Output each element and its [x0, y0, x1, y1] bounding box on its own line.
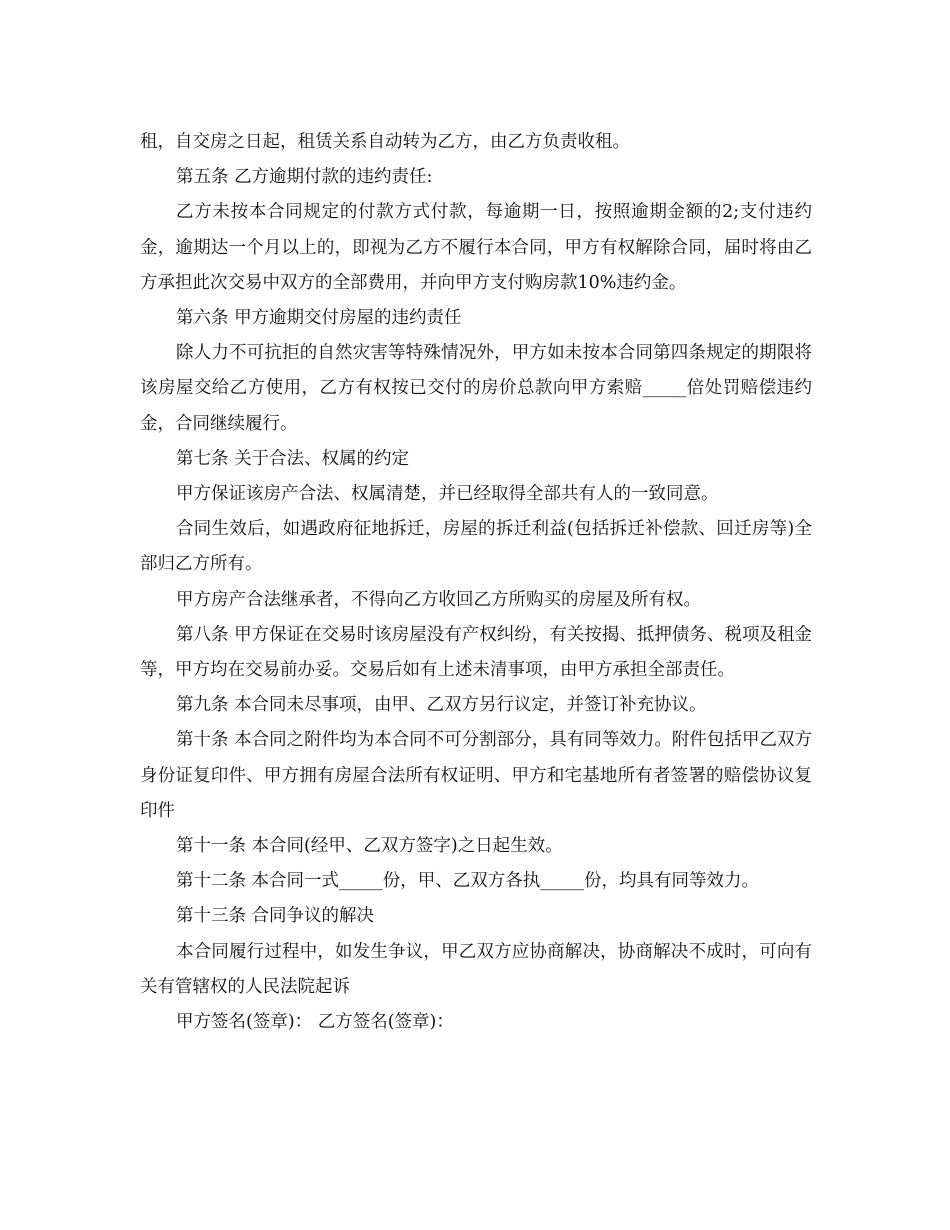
- paragraph: 租，自交房之日起，租赁关系自动转为乙方，由乙方负责收租。: [140, 132, 630, 152]
- article-heading: 第六条 甲方逾期交付房屋的违约责任: [176, 308, 462, 329]
- paragraph: 甲方房产合法继承者，不得向乙方收回乙方所购买的房屋及所有权。: [176, 589, 701, 610]
- article-heading: 第五条 乙方逾期付款的违约责任:: [176, 167, 433, 188]
- paragraph: 第十二条 本合同一式_____份，甲、乙双方各执_____份，均具有同等效力。: [176, 871, 760, 892]
- paragraph: 第九条 本合同未尽事项，由甲、乙双方另行议定，并签订补充协议。: [176, 695, 707, 716]
- paragraph: 合同生效后，如遇政府征地拆迁，房屋的拆迁利益(包括拆迁补偿款、回迁房等)全部归乙方所有。: [140, 519, 812, 575]
- paragraph: 第八条 甲方保证在交易时该房屋没有产权纠纷，有关按揭、抵押债务、税项及租金等，甲方均在交易前办妥。交易后如有上述未清事项，由甲方承担全部责任。: [140, 624, 812, 681]
- paragraph: 第十一条 本合同(经甲、乙双方签字)之日起生效。: [176, 836, 563, 857]
- paragraph: 乙方未按本合同规定的付款方式付款，每逾期一日，按照逾期金额的2;支付违约金，逾期达一个月以上的，即视为乙方不履行本合同，甲方有权解除合同，届时将由乙方承担此次交易中双方的全部费用，并向甲方支付购房款10%违约金。: [140, 202, 812, 293]
- paragraph: 甲方保证该房产合法、权属清楚，并已经取得全部共有人的一致同意。: [176, 484, 719, 505]
- article-heading: 第十三条 合同争议的解决: [176, 906, 375, 927]
- signature-line: 甲方签名(签章)： 乙方签名(签章)：: [176, 1012, 454, 1033]
- paragraph: 本合同履行过程中，如发生争议，甲乙双方应协商解决，协商解决不成时，可向有关有管辖权的人民法院起诉: [140, 941, 812, 997]
- article-heading: 第七条 关于合法、权属的约定: [176, 448, 410, 469]
- document-body: [140, 125, 812, 1040]
- paragraph: 除人力不可抗拒的自然灾害等特殊情况外，甲方如未按本合同第四条规定的期限将该房屋交给乙方使用，乙方有权按已交付的房价总款向甲方索赔_____倍处罚赔偿违约金，合同继续履行。: [140, 343, 812, 434]
- paragraph: 第十条 本合同之附件均为本合同不可分割部分，具有同等效力。附件包括甲乙双方身份证复印件、甲方拥有房屋合法所有权证明、甲方和宅基地所有者签署的赔偿协议复印件: [140, 730, 812, 821]
